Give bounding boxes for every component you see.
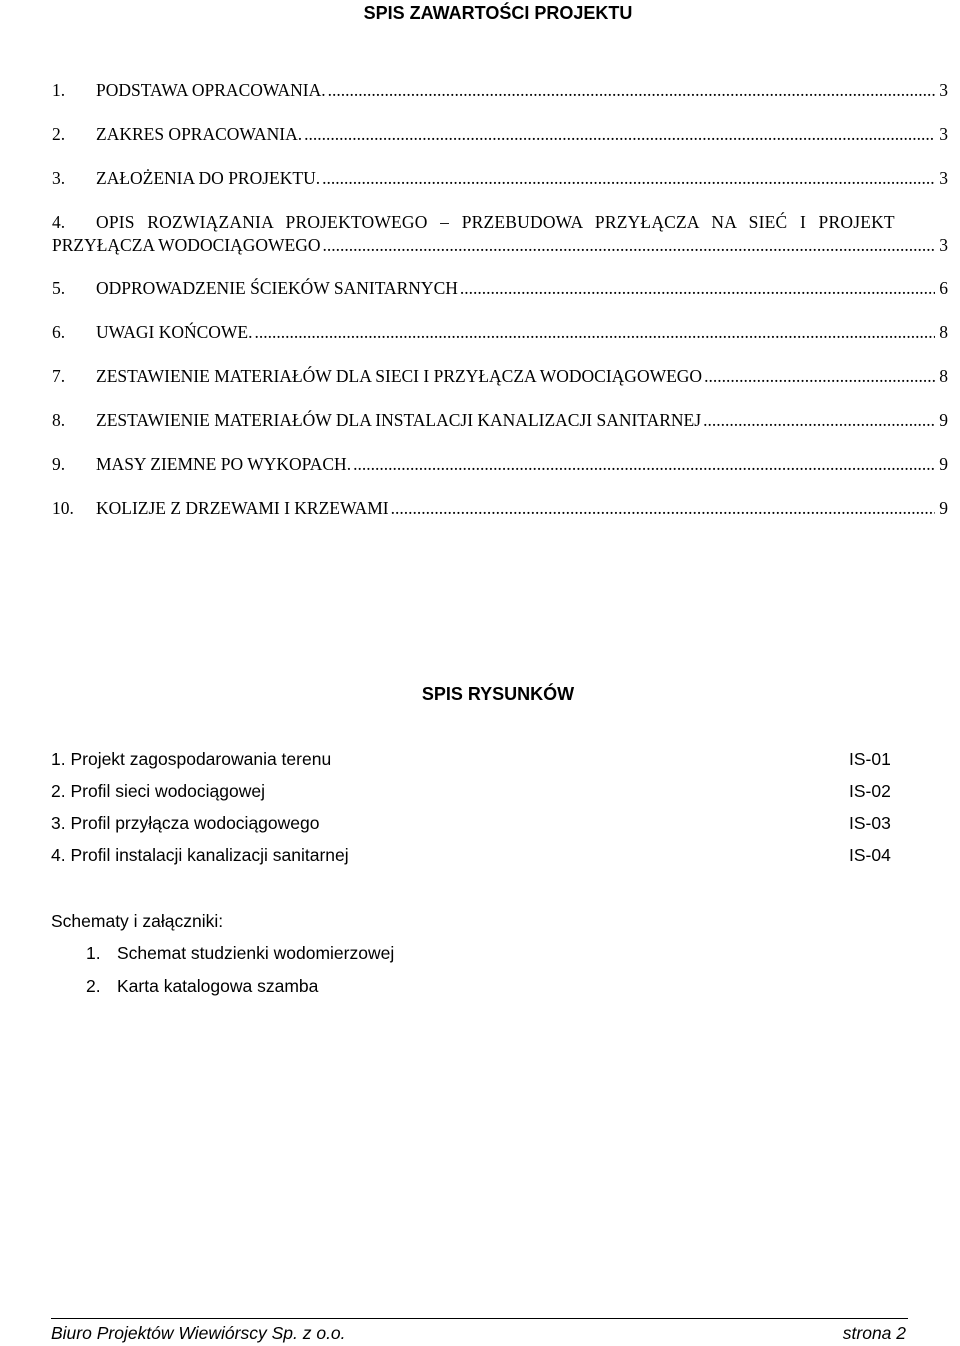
drawing-row [51, 845, 896, 869]
toc-leader-dots [353, 454, 935, 475]
toc-entry-page: 8 [939, 322, 948, 342]
toc-entry[interactable] [52, 498, 948, 520]
toc-entry[interactable] [52, 454, 948, 476]
drawings-title: SPIS RYSUNKÓW [421, 684, 575, 704]
footer-divider [51, 1318, 908, 1319]
drawing-row [51, 781, 896, 805]
toc-entry-page: 3 [939, 168, 948, 188]
toc-entry-page: 3 [939, 124, 948, 144]
toc-entry-text: KOLIZJE Z DRZEWAMI I KRZEWAMI [96, 498, 389, 518]
toc-entry-text: OPIS ROZWIĄZANIA PROJEKTOWEGO – PRZEBUDOWA PRZYŁĄCZA NA SIEĆ I PROJEKT [96, 212, 895, 232]
toc-entry-number: 2. [52, 124, 66, 144]
toc-leader-dots [704, 366, 935, 387]
toc-entry-page: 9 [939, 454, 948, 474]
toc-leader-dots [255, 322, 936, 343]
toc-entry-number: 6. [52, 322, 66, 342]
attachment-text: Karta katalogowa szamba [117, 976, 319, 996]
drawing-label: 1. Projekt zagospodarowania terenu [51, 749, 332, 769]
toc-entry-number: 3. [52, 168, 66, 188]
attachment-number: 2. [86, 976, 101, 996]
toc-entry[interactable] [52, 322, 948, 344]
toc-leader-dots [460, 278, 935, 299]
toc-entry-page: 3 [939, 80, 948, 100]
drawing-label: 3. Profil przyłącza wodociągowego [51, 813, 320, 833]
toc-entry-text-line1 [96, 212, 948, 233]
toc-entry-number: 8. [52, 410, 66, 430]
drawing-row [51, 813, 896, 837]
drawing-label: 2. Profil sieci wodociągowej [51, 781, 265, 801]
toc-entry-page: 9 [939, 498, 948, 518]
toc-entry-page: 6 [939, 278, 948, 298]
toc-entry-text: PRZYŁĄCZA WODOCIĄGOWEGO [52, 235, 321, 255]
drawing-code: IS-03 [849, 813, 891, 833]
toc-entry-text: ZESTAWIENIE MATERIAŁÓW DLA SIECI I PRZYŁĄCZA WODOCIĄGOWEGO [96, 366, 703, 386]
footer-company: Biuro Projektów Wiewiórscy Sp. z o.o. [51, 1323, 346, 1343]
toc-leader-dots [328, 80, 936, 101]
toc-entry[interactable] [52, 80, 948, 102]
toc-entry-text: UWAGI KOŃCOWE. [96, 322, 253, 342]
toc-entry[interactable] [52, 410, 948, 432]
toc-entry-page: 8 [939, 366, 948, 386]
attachments-title: Schematy i załączniki: [51, 911, 224, 931]
toc-entry-number: 7. [52, 366, 66, 386]
attachment-text: Schemat studzienki wodomierzowej [117, 943, 395, 963]
toc-entry-text: ODPROWADZENIE ŚCIEKÓW SANITARNYCH [96, 278, 458, 298]
footer-page-number: strona 2 [842, 1323, 906, 1343]
page-title: SPIS ZAWARTOŚCI PROJEKTU [363, 3, 633, 23]
toc-entry-number: 4. [52, 212, 66, 232]
toc-leader-dots [322, 235, 935, 256]
drawing-label: 4. Profil instalacji kanalizacji sanitarnej [51, 845, 349, 865]
toc-entry-page: 3 [939, 235, 948, 255]
toc-entry-text: ZAŁOŻENIA DO PROJEKTU. [96, 168, 321, 188]
drawing-code: IS-02 [849, 781, 891, 801]
toc-entry-text: ZESTAWIENIE MATERIAŁÓW DLA INSTALACJI KANALIZACJI SANITARNEJ [96, 410, 702, 430]
toc-entry-number: 10. [52, 498, 74, 518]
toc-entry-page: 9 [939, 410, 948, 430]
drawing-code: IS-01 [849, 749, 891, 769]
toc-leader-dots [322, 168, 935, 189]
toc-entry-text: PODSTAWA OPRACOWANIA. [96, 80, 326, 100]
toc-entry[interactable] [52, 212, 948, 260]
toc-entry[interactable] [52, 124, 948, 146]
toc-entry[interactable] [52, 366, 948, 388]
drawing-code: IS-04 [849, 845, 891, 865]
toc-entry-text: MASY ZIEMNE PO WYKOPACH. [96, 454, 352, 474]
toc-entry[interactable] [52, 278, 948, 300]
toc-leader-dots [703, 410, 935, 431]
toc-leader-dots [304, 124, 935, 145]
toc-entry-number: 9. [52, 454, 66, 474]
attachment-number: 1. [86, 943, 101, 963]
toc-entry-text: ZAKRES OPRACOWANIA. [96, 124, 303, 144]
toc-entry-number: 5. [52, 278, 66, 298]
toc-entry[interactable] [52, 168, 948, 190]
toc-entry-number: 1. [52, 80, 66, 100]
toc-leader-dots [391, 498, 936, 519]
drawing-row [51, 749, 896, 773]
